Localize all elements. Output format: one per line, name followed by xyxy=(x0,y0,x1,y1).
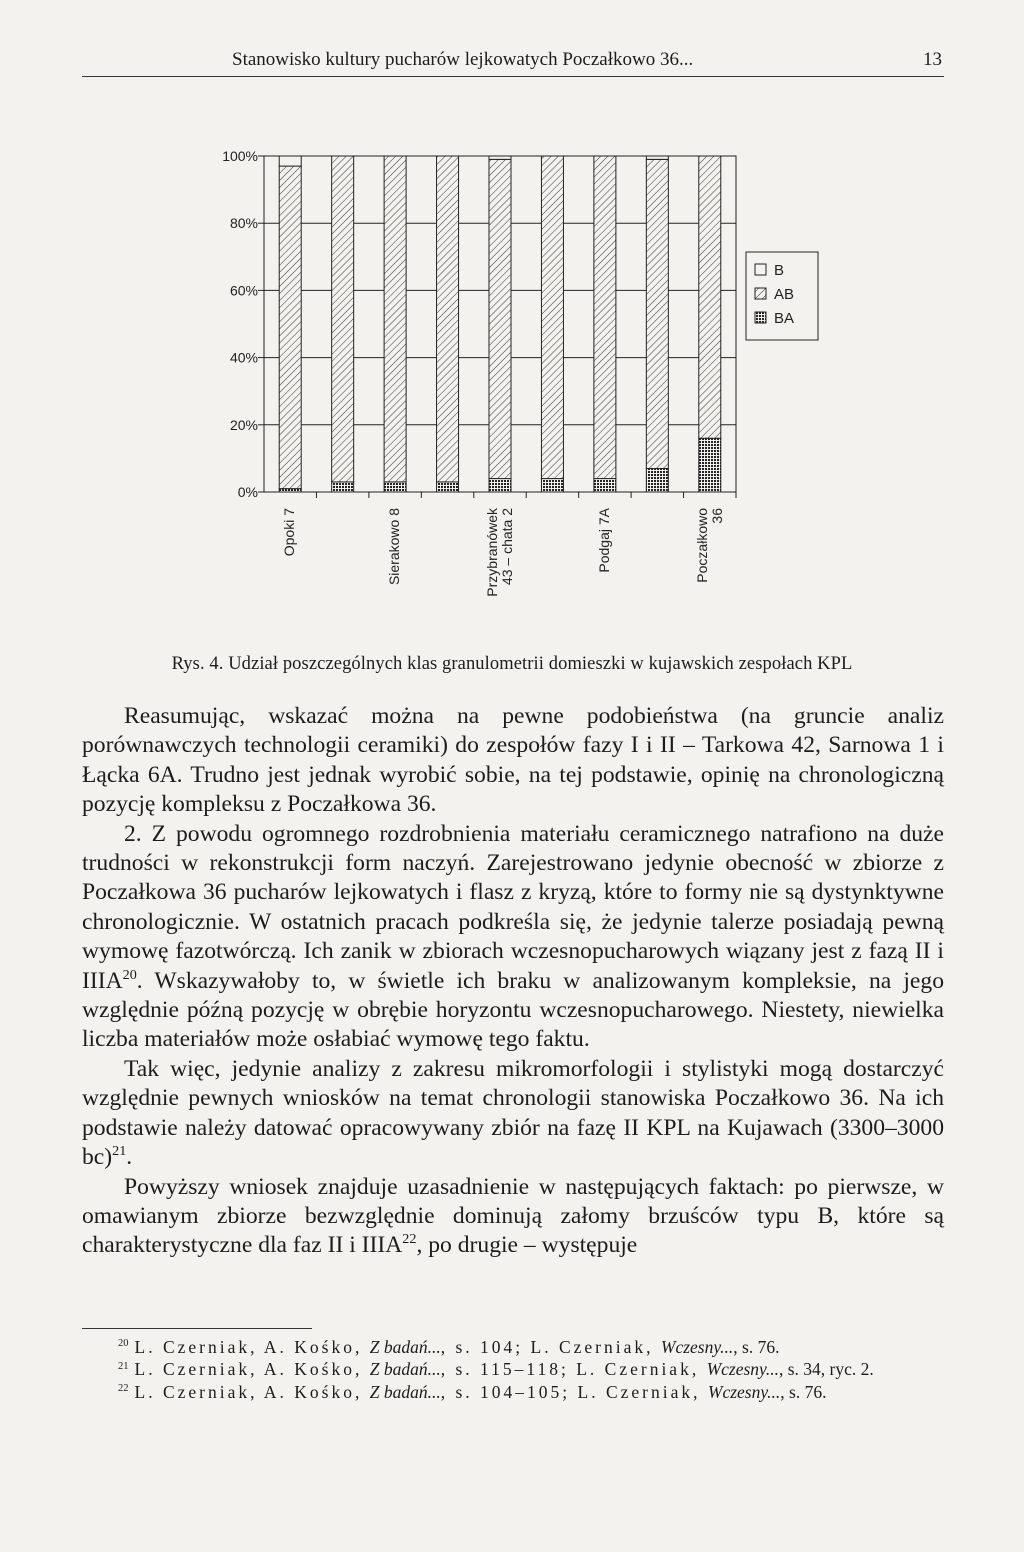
footnote-ref: 22 xyxy=(402,1231,417,1248)
bar-b xyxy=(279,156,301,166)
granulometry-chart xyxy=(0,0,1024,650)
bar-ba xyxy=(646,468,668,492)
bar-ba xyxy=(699,438,721,492)
paragraph: 2. Z powodu ogromnego rozdrobnienia materiału ceramicznego natrafiono na duże trudności w rekonstrukcji form naczyń. Zarejestrowano jedynie obecność w zbiorze z Poczałkowa 36 pucharów lejkowatych i flasz z kryzą, które to formy nie są dystynktywne chronologicznie. W ostatnich pracach podkreśla się, że jedynie talerze posiadają pewną wymowę fazotwórczą. Ich zanik w zbiorach wczesnopucharowych wiązany jest z fazą II i IIIA$^{20}$. Wskazywałoby to, w świetle ich braku w analizowanym kompleksie, na jego względnie późną pozycję w obrębie horyzontu wczesnopucharowego. Niestety, niewielka liczba materiałów może osłabiać wymowę tego faktu. xyxy=(82,820,944,1053)
paragraph: Reasumując, wskazać można na pewne podobieństwa (na gruncie analiz porównawczych technologii ceramiki) do zespołów fazy I i II – Tarkowa 42, Sarnowa 1 i Łącka 6A. Trudno jest jednak wyrobić sobie, na tej podstawie, opinię na chronologiczną pozycję kompleksu z Poczałkowa 36. xyxy=(82,703,944,818)
y-tick-label: 20% xyxy=(229,416,258,433)
running-head-title: Stanowisko kultury pucharów lejkowatych Poczałkowo 36... xyxy=(232,49,694,70)
y-tick-label: 100% xyxy=(222,148,258,164)
bar-ba xyxy=(279,489,301,492)
x-tick-label: 36 xyxy=(708,508,725,524)
x-tick-label: Opoki 7 xyxy=(281,508,298,557)
bar-ab xyxy=(332,156,354,482)
y-tick-label: 40% xyxy=(229,349,258,366)
bar-ba xyxy=(384,482,406,492)
footnote: $^{21}$ L. Czerniak, A. Kośko, Z badań..., s. 115–118; L. Czerniak, Wczesny..., s. 34, ryc. 2. xyxy=(118,1359,874,1380)
bar-ab xyxy=(699,156,721,438)
bar-b xyxy=(489,156,511,159)
footnote-rule xyxy=(82,1328,312,1329)
legend-swatch-ab xyxy=(755,288,766,299)
x-tick-label: Sierakowo 8 xyxy=(386,508,403,586)
footnotes xyxy=(118,1336,948,1403)
bar-b xyxy=(646,156,668,159)
legend-label: B xyxy=(774,262,785,279)
footnote: $^{20}$ L. Czerniak, A. Kośko, Z badań..., s. 104; L. Czerniak, Wczesny..., s. 76. xyxy=(118,1337,780,1357)
x-tick-label: Podgaj 7A xyxy=(595,508,612,573)
y-tick-label: 80% xyxy=(229,215,258,232)
bar-ab xyxy=(384,156,406,482)
x-tick-label: Przybranówek xyxy=(484,508,500,597)
footnote-ref: 20 xyxy=(122,966,137,983)
bar-ab xyxy=(489,159,511,478)
x-tick-label: Poczałkowo xyxy=(693,508,710,583)
body-text xyxy=(82,702,944,1261)
bar-ba xyxy=(489,479,511,492)
bar-ba xyxy=(541,479,563,492)
paragraph: Powyższy wniosek znajduje uzasadnienie w następujących faktach: po pierwsze, w omawianym zbiorze bezwzględnie dominują załomy brzuśców typu B, które są charakterystyczne dla faz II i IIIA$^{22}$, po drugie – występuje xyxy=(82,1173,944,1259)
legend-swatch-b xyxy=(755,264,766,275)
footnote-ref: 21 xyxy=(112,1143,127,1160)
legend-label: AB xyxy=(774,286,795,303)
bar-ba xyxy=(332,482,354,492)
figure-caption: Rys. 4. Udział poszczególnych klas granulometrii domieszki w kujawskich zespołach KPL xyxy=(171,654,853,674)
bar-ab xyxy=(279,166,301,489)
bar-ab xyxy=(541,156,563,479)
legend-label: BA xyxy=(774,310,795,327)
y-tick-label: 60% xyxy=(229,282,258,299)
paragraph: Tak więc, jedynie analizy z zakresu mikromorfologii i stylistyki mogą dostarczyć względnie pewnych wniosków na temat chronologii stanowiska Poczałkowo 36. Na ich podstawie należy datować opracowywany zbiór na fazę II KPL na Kujawach (3300–3000 bc)$^{21}$. xyxy=(82,1055,944,1171)
footnote: $^{22}$ L. Czerniak, A. Kośko, Z badań..., s. 104–105; L. Czerniak, Wczesny..., s. 76. xyxy=(118,1381,827,1402)
page-number: 13 xyxy=(923,49,942,70)
x-tick-label: 43 – chata 2 xyxy=(499,508,515,586)
bar-ab xyxy=(646,159,668,468)
bar-ab xyxy=(437,156,459,482)
bar-ab xyxy=(594,156,616,479)
bar-ba xyxy=(437,482,459,492)
legend-swatch-ba xyxy=(755,312,766,323)
y-tick-label: 0% xyxy=(237,484,258,500)
bar-ba xyxy=(594,479,616,492)
